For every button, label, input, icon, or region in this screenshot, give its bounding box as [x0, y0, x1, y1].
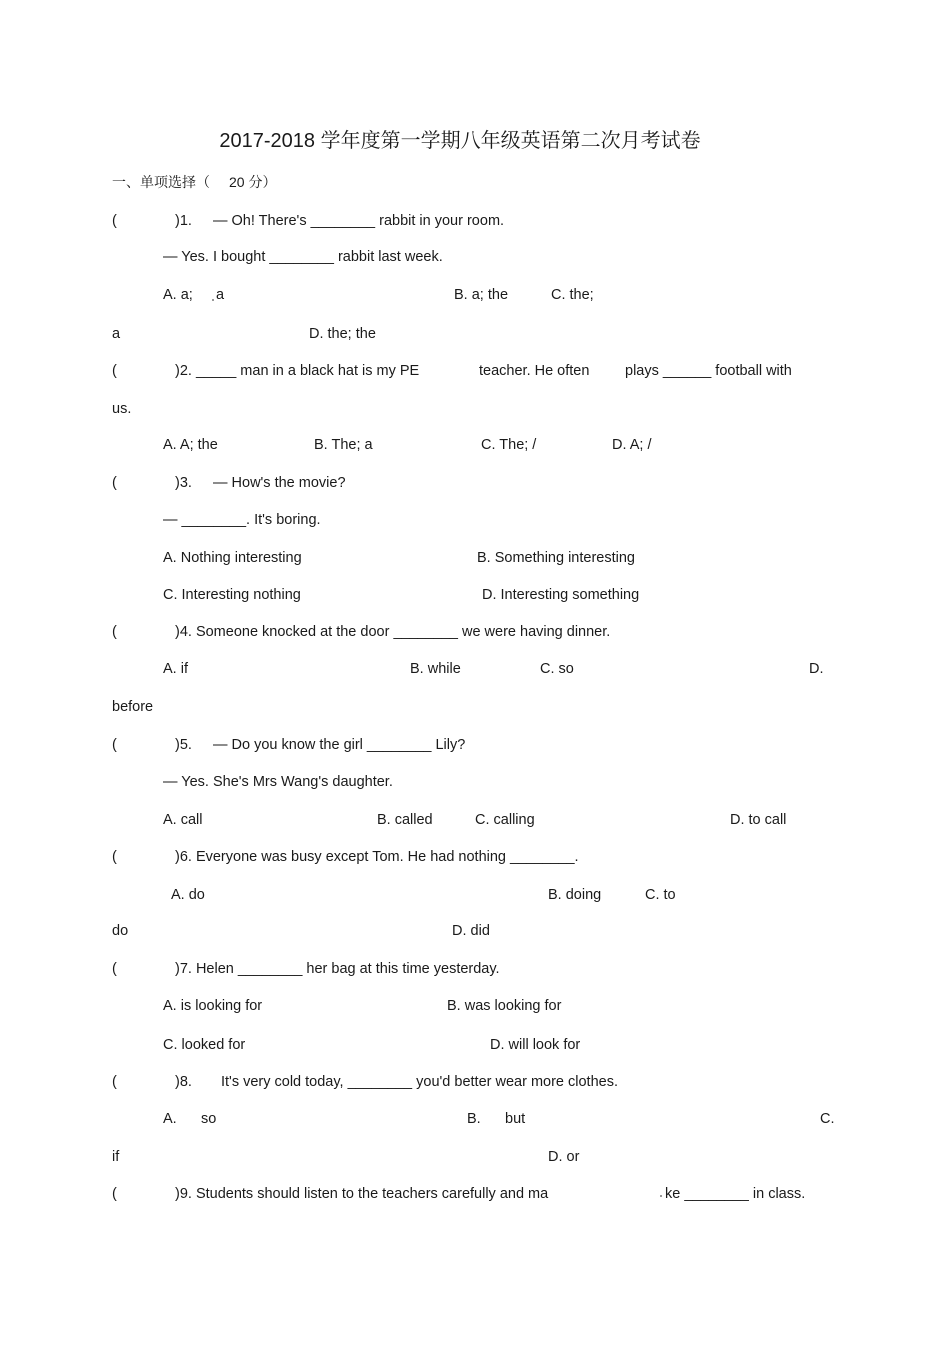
- q8-option-d: D. or: [548, 1149, 580, 1165]
- q3-number: )3.: [175, 475, 192, 491]
- q3-option-b: B. Something interesting: [477, 550, 635, 566]
- q5-option-a: A. call: [163, 812, 203, 828]
- q1-option-d: D. the; the: [309, 326, 376, 342]
- q2-option-d: D. A; /: [612, 437, 652, 453]
- q1-option-c-cont: a: [112, 326, 121, 342]
- q6-option-b: B. doing: [548, 887, 602, 903]
- q7-option-d: D. will look for: [490, 1037, 581, 1053]
- q5-paren: (: [112, 737, 117, 753]
- q8-option-b-letter: B.: [467, 1111, 481, 1127]
- q5-stem: — Do you know the girl ________ Lily?: [213, 737, 466, 753]
- q2-stem-c: plays ______ football with: [625, 363, 792, 379]
- q6-option-d: D. did: [452, 923, 490, 939]
- q8-paren: (: [112, 1074, 117, 1090]
- q4-option-d: D.: [809, 661, 824, 677]
- q3-option-d: D. Interesting something: [482, 587, 640, 603]
- q1-reply: — Yes. I bought ________ rabbit last week.: [163, 249, 443, 265]
- q6-option-a: A. do: [171, 887, 205, 903]
- q8-stem: It's very cold today, ________ you'd better wear more clothes.: [221, 1074, 618, 1090]
- q2-option-a: A. A; the: [163, 437, 218, 453]
- q1-option-c: C. the;: [551, 287, 594, 303]
- q2-stem-d: us.: [112, 401, 132, 417]
- q3-option-c: C. Interesting nothing: [163, 587, 301, 603]
- q4-option-b: B. while: [410, 661, 461, 677]
- q3-stem: — How's the movie?: [213, 475, 346, 491]
- q3-paren: (: [112, 475, 117, 491]
- q1-paren: (: [112, 213, 117, 229]
- q4-option-c: C. so: [540, 661, 574, 677]
- q1-stem: — Oh! There's ________ rabbit in your room.: [213, 213, 505, 229]
- q2-option-c: C. The; /: [481, 437, 537, 453]
- q4-stem: )4. Someone knocked at the door ________ we were having dinner.: [175, 624, 611, 640]
- q8-number: )8.: [175, 1074, 192, 1090]
- q8-option-b: but: [505, 1111, 526, 1127]
- q5-option-c: C. calling: [475, 812, 535, 828]
- q7-option-b: B. was looking for: [447, 998, 562, 1014]
- q6-stem: )6. Everyone was busy except Tom. He had nothing ________.: [175, 849, 579, 865]
- q6-option-c: C. to: [645, 887, 676, 903]
- q1-number: )1.: [175, 213, 192, 229]
- q9-stem: )9. Students should listen to the teachers carefully and ma: [175, 1186, 549, 1202]
- q5-reply: — Yes. She's Mrs Wang's daughter.: [163, 774, 393, 790]
- q3-reply: — ________. It's boring.: [163, 512, 321, 528]
- q7-paren: (: [112, 961, 117, 977]
- q7-option-c: C. looked for: [163, 1037, 246, 1053]
- q8-option-a: so: [201, 1111, 217, 1127]
- q4-option-a: A. if: [163, 661, 188, 677]
- q8-option-c: if: [112, 1149, 120, 1165]
- q5-number: )5.: [175, 737, 192, 753]
- stray-mark: [660, 1195, 662, 1197]
- q9-paren: (: [112, 1186, 117, 1202]
- q3-option-a: A. Nothing interesting: [163, 550, 302, 566]
- q1-option-a-cont: a: [216, 287, 225, 303]
- page-title: 2017-2018 学年度第一学期八年级英语第二次月考试卷: [219, 130, 701, 152]
- q2-stem-b: teacher. He often: [479, 363, 590, 379]
- q5-option-d: D. to call: [730, 812, 787, 828]
- q9-stem-b: ke ________ in class.: [665, 1186, 806, 1202]
- section-label: 一、单项选择（: [112, 174, 210, 190]
- q7-stem: )7. Helen ________ her bag at this time yesterday.: [175, 961, 500, 977]
- q2-paren: (: [112, 363, 117, 379]
- q4-option-d-cont: before: [112, 699, 154, 715]
- q8-option-a-letter: A.: [163, 1111, 177, 1127]
- q8-option-c-letter: C.: [820, 1111, 835, 1127]
- q4-paren: (: [112, 624, 117, 640]
- q6-paren: (: [112, 849, 117, 865]
- q7-option-a: A. is looking for: [163, 998, 263, 1014]
- q2-option-b: B. The; a: [314, 437, 373, 453]
- q2-stem: )2. _____ man in a black hat is my PE: [175, 363, 420, 379]
- q1-option-a: A. a;: [163, 287, 193, 303]
- q1-option-b: B. a; the: [454, 287, 509, 303]
- stray-mark: [212, 299, 214, 301]
- q6-option-c-cont: do: [112, 923, 129, 939]
- q5-option-b: B. called: [377, 812, 433, 828]
- section-points: 20 分）: [229, 174, 277, 190]
